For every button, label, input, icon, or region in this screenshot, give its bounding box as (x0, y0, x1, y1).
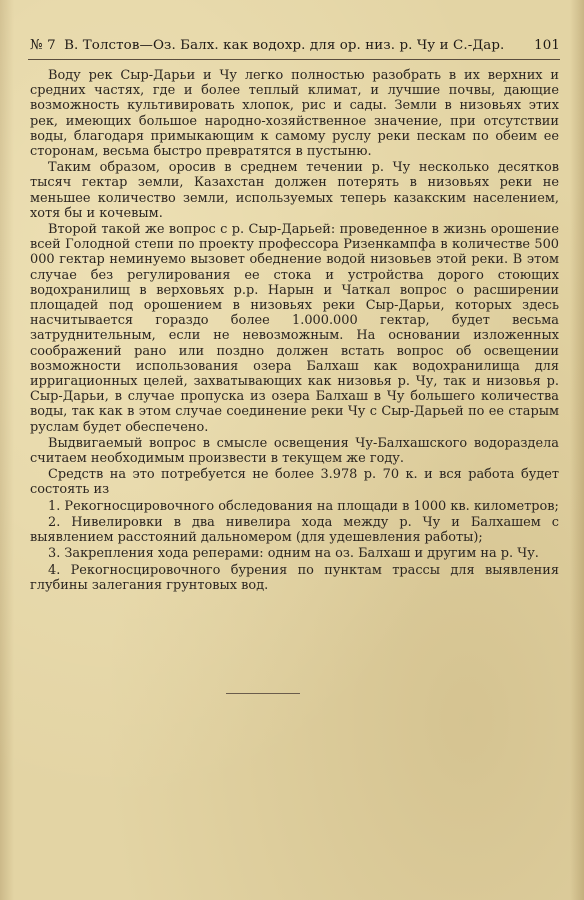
paragraph: Второй такой же вопрос с р. Сыр-Дарьей: проведенное в жизнь орошение всей Голодной степи по проекту профессора Ризенкампфа в количестве 500 000 гектар неминуемо вызовет обеднение водой низовьев этой реки. В этом случае без регулирования ее стока и устройства дорого стоющих водохранилищ в верховьях р.р. Нарын и Чаткал вопрос о расширении площадей под орошением в низовьях реки Сыр-Дарьи, которых здесь насчитывается гораздо более 1.000.000 гектар, будет весьма затруднительным, если не невозможным. На основании изложенных соображений рано или поздно должен встать вопрос об освещении возможности использования озера Балхаш как водохранилища для ирригационных целей, захватывающих как низовья р. Чу, так и низовья р. Сыр-Дарьи, в случае пропуска из озера Балхаш в Чу большего количества воды, так как в этом случае соединение реки Чу с Сыр-Дарьей по ее старым руслам будет обеспечено. (30, 222, 559, 435)
list-item: 2. Нивелировки в два нивелира хода между р. Чу и Балхашем с выявлением расстояний дальномером (для удешевления работы); (30, 514, 559, 546)
list-item: 1. Рекогносцировочного обследования на площади в 1000 кв. километров; (48, 498, 559, 514)
running-title: В. Толстов—Оз. Балх. как водохр. для ор. низ. р. Чу и С.-Дар. (64, 38, 505, 53)
list-item: 3. Закрепления хода реперами: одним на оз. Балхаш и другим на р. Чу. (48, 546, 539, 562)
issue-number: № 7 (30, 38, 56, 53)
page-number: 101 (534, 38, 560, 53)
running-header (30, 38, 560, 53)
body-text (30, 68, 559, 594)
paragraph: Воду рек Сыр-Дарьи и Чу легко полностью разобрать в их верхних и средних частях, где и более теплый климат, и лучшие почвы, дающие возможность культивировать хлопок, рис и сады. Земли в низовьях этих рек, имеющих большое народно-хозяйственное значение, при отсутствии воды, благодаря примыкающим к самому руслу реки пескам по обеим ее сторонам, весьма быстро превратятся в пустыню. (30, 68, 559, 160)
list-item: 4. Рекогносцировочного бурения по пунктам трассы для выявления глубины залегания грунтовых вод. (30, 562, 559, 593)
header-rule (28, 59, 560, 60)
paragraph: Средств на это потребуется не более 3.978 р. 70 к. и вся работа будет состоять из (30, 467, 559, 498)
end-rule (226, 693, 300, 694)
paragraph: Таким образом, оросив в среднем течении р. Чу несколько десятков тысяч гектар земли, Казахстан должен потерять в низовьях реки не меньшее количество земли, используемых теперь казакским населением, хотя бы и кочевым. (30, 160, 559, 221)
paragraph: Выдвигаемый вопрос в смысле освещения Чу-Балхашского водораздела считаем необходимым произвести в текущем же году. (30, 435, 559, 467)
